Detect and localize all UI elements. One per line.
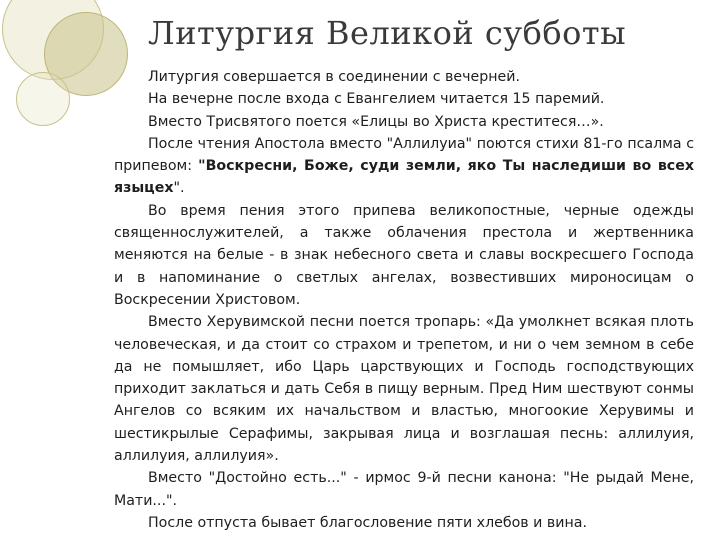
paragraph-1: Литургия совершается в соединении с вечерней.: [148, 69, 520, 85]
slide-body: [114, 66, 694, 534]
psalm-refrain: "Воскресни, Боже, суди земли, яко Ты наследиши во всех языцех: [114, 158, 694, 197]
slide-title: Литургия Великой субботы: [148, 14, 627, 52]
decorative-circle-small: [16, 72, 70, 126]
paragraph-5: Во время пения этого припева великопостные, черные одежды священнослужителей, а также облачения престола и жертвенника меняются на белые - в знак небесного света и славы воскресшего Господа и в напоминание о светлых ангелах, возвестивших мироносицам о Воскресении Христовом.: [114, 202, 694, 308]
paragraph-6: Вместо Херувимской песни поется тропарь: «Да умолкнет всякая плоть человеческая, и да стоит со страхом и трепетом, и ни о чем земном в себе да не помышляет, ибо Царь царствующих и Господь господствующих приходит заклаться и дать Себя в пищу верным. Пред Ним шествуют сонмы Ангелов со всяким их начальством и властью, многоокие Херувимы и шестикрылые Серафимы, закрывая лица и возглашая песнь: аллилуия, аллилуия, аллилуия».: [114, 314, 694, 465]
paragraph-8: После отпуста бывает благословение пяти хлебов и вина.: [148, 514, 587, 531]
paragraph-2: На вечерне после входа с Евангелием читается 15 паремий.: [148, 91, 605, 108]
paragraph-4-intro: После чтения Апостола вместо "Аллилуиа" поются стихи 81-го псалма с припевом:: [114, 135, 694, 175]
paragraph-4: [114, 133, 694, 200]
paragraph-4-end: ".: [173, 180, 185, 197]
paragraph-3: Вместо Трисвятого поется «Елицы во Христа креститеся…».: [148, 113, 604, 130]
paragraph-7: Вместо "Достойно есть..." - ирмос 9-й песни канона: "Не рыдай Мене, Мати...".: [114, 470, 694, 509]
